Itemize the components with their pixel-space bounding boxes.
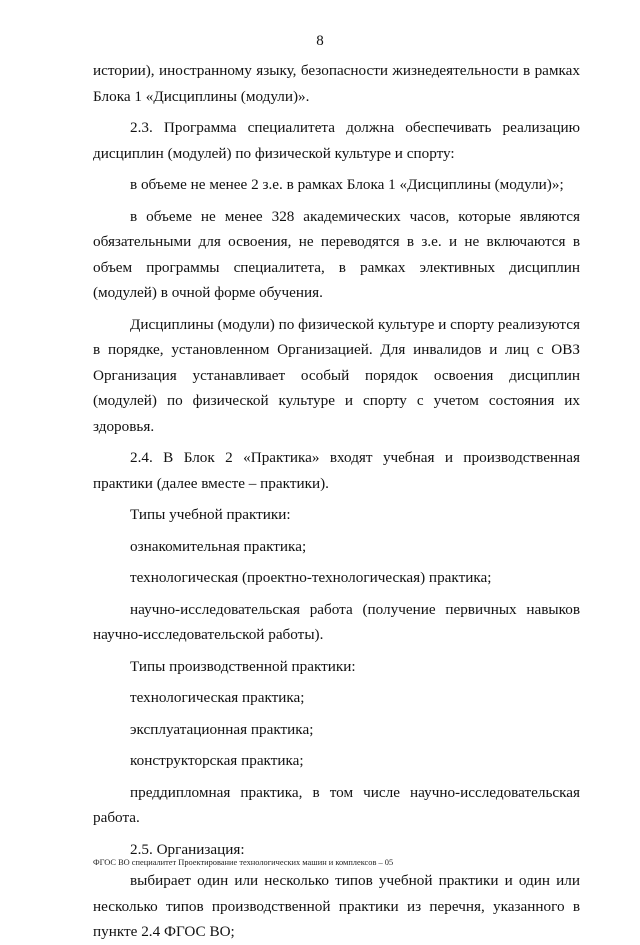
list-item: выбирает один или несколько типов учебной практики и один или несколько типов производственной практики из перечня, указанного в пункте 2.4 ФГОС ВО; [93, 872, 580, 940]
paragraph-heading: Типы производственной практики: [130, 657, 356, 675]
list-item: ознакомительная практика; [130, 537, 307, 555]
list-item: технологическая (проектно-технологическая) практика; [130, 569, 492, 586]
paragraph-2-4: 2.4. В Блок 2 «Практика» входят учебная и производственная практики (далее вместе – практики). [93, 449, 580, 492]
paragraph-2-5: 2.5. Организация: [130, 840, 245, 858]
paragraph-physical-culture: Дисциплины (модули) по физической культуре и спорту реализуются в порядке, установленном Организацией. Для инвалидов и лиц с ОВЗ Организация устанавливает особый порядок освоения дисциплин (модулей) по физической культуре и спорту с учетом состояния их здоровья. [93, 315, 580, 435]
list-item: научно-исследовательская работа (получение первичных навыков научно-исследовательской работы). [93, 600, 580, 643]
list-item: эксплуатационная практика; [130, 720, 314, 738]
paragraph-heading: Типы учебной практики: [130, 506, 291, 523]
list-item: технологическая практика; [130, 689, 305, 706]
list-item: конструкторская практика; [130, 752, 304, 769]
paragraph-item: в объеме не менее 328 академических часов, которые являются обязательными для освоения, не переводятся в з.е. и не включаются в объем программы специалитета, в рамках элективных дисциплин (модулей) в очной форме обучения. [93, 207, 580, 301]
paragraph-2-3: 2.3. Программа специалитета должна обеспечивать реализацию дисциплин (модулей) по физической культуре и спорту: [93, 119, 580, 162]
list-item: преддипломная практика, в том числе научно-исследовательская работа. [93, 783, 580, 826]
page-number: 8 [316, 33, 324, 49]
page-footer: ФГОС ВО специалитет Проектирование технологических машин и комплексов – 05 [93, 858, 394, 867]
paragraph-continuation: истории), иностранному языку, безопасности жизнедеятельности в рамках Блока 1 «Дисциплины (модули)». [93, 62, 580, 105]
body-text [93, 58, 580, 945]
paragraph-item: в объеме не менее 2 з.е. в рамках Блока 1 «Дисциплины (модули)»; [130, 176, 564, 193]
